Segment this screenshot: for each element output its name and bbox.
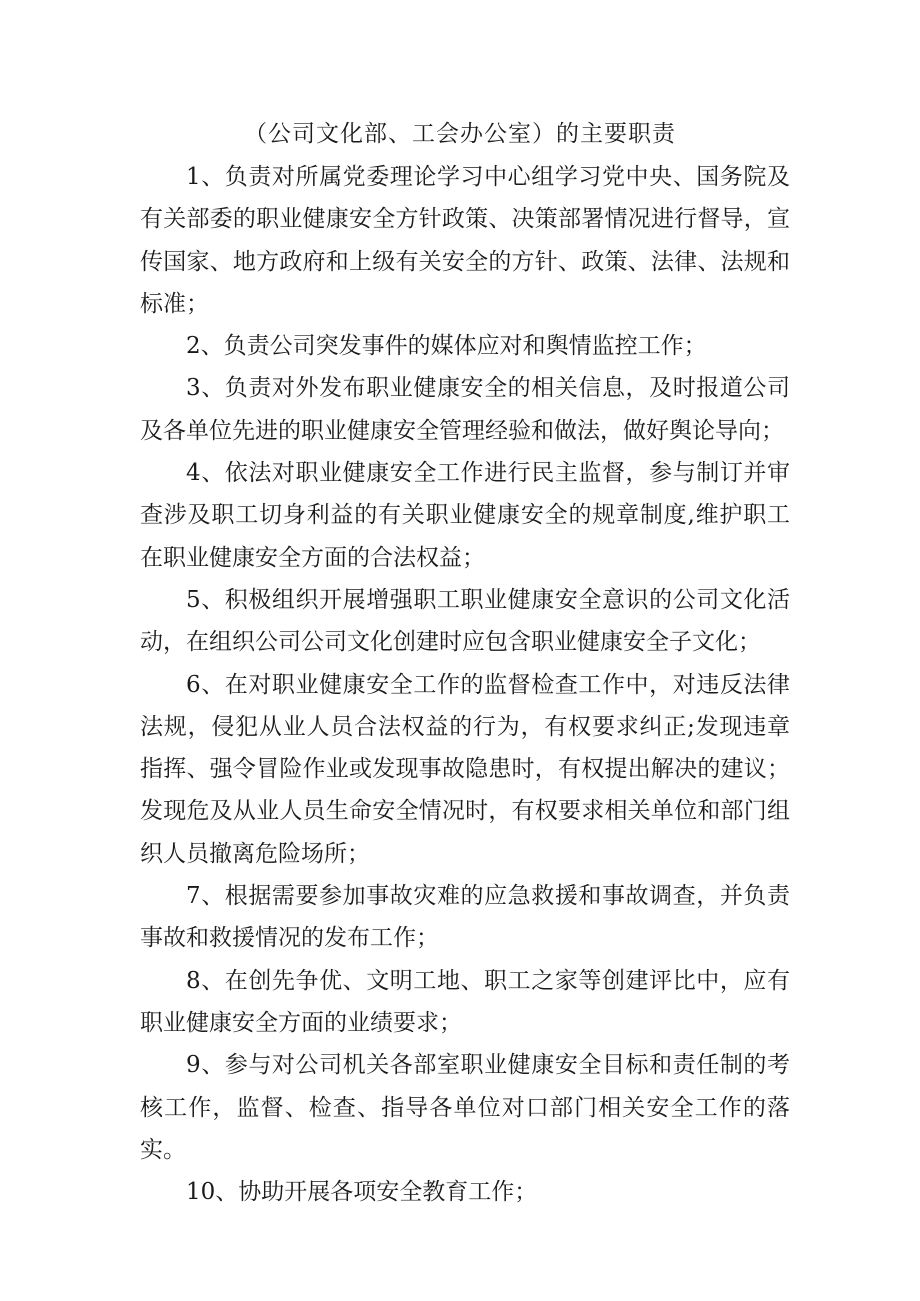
duty-paragraph-7: 7、根据需要参加事故灾难的应急救援和事故调查，并负责事故和救援情况的发布工作； (140, 883, 790, 952)
duty-paragraph-10: 10、协助开展各项安全教育工作； (186, 1179, 538, 1206)
duty-paragraph-6: 6、在对职业健康安全工作的监督检查工作中，对违反法律法规，侵犯从业人员合法权益的行为，有权要求纠正;发现违章指挥、强令冒险作业或发现事故隐患时，有权提出解决的建议；发现危及从业人员生命安全情况时，有权要求相关单位和部门组织人员撤离危险场所； (140, 671, 790, 867)
duty-paragraph-2: 2、负责公司突发事件的媒体应对和舆情监控工作； (186, 333, 707, 360)
duty-paragraph-1: 1、负责对所属党委理论学习中心组学习党中央、国务院及有关部委的职业健康安全方针政策、决策部署情况进行督导，宣传国家、地方政府和上级有关安全的方针、政策、法律、法规和标准； (140, 164, 790, 317)
document-body (140, 156, 790, 1213)
duty-paragraph-3: 3、负责对外发布职业健康安全的相关信息，及时报道公司及各单位先进的职业健康安全管理经验和做法，做好舆论导向； (140, 375, 790, 444)
document-title: （公司文化部、工会办公室）的主要职责 (244, 121, 676, 147)
duty-paragraph-4: 4、依法对职业健康安全工作进行民主监督，参与制订并审查涉及职工切身利益的有关职业健康安全的规章制度,维护职工在职业健康安全方面的合法权益； (140, 460, 790, 571)
duty-paragraph-8: 8、在创先争优、文明工地、职工之家等创建评比中，应有职业健康安全方面的业绩要求； (140, 967, 790, 1036)
duty-paragraph-5: 5、积极组织开展增强职工职业健康安全意识的公司文化活动，在组织公司公司文化创建时应包含职业健康安全子文化； (140, 586, 790, 656)
duty-paragraph-9: 9、参与对公司机关各部室职业健康安全目标和责任制的考核工作，监督、检查、指导各单位对口部门相关安全工作的落实。 (140, 1052, 790, 1163)
